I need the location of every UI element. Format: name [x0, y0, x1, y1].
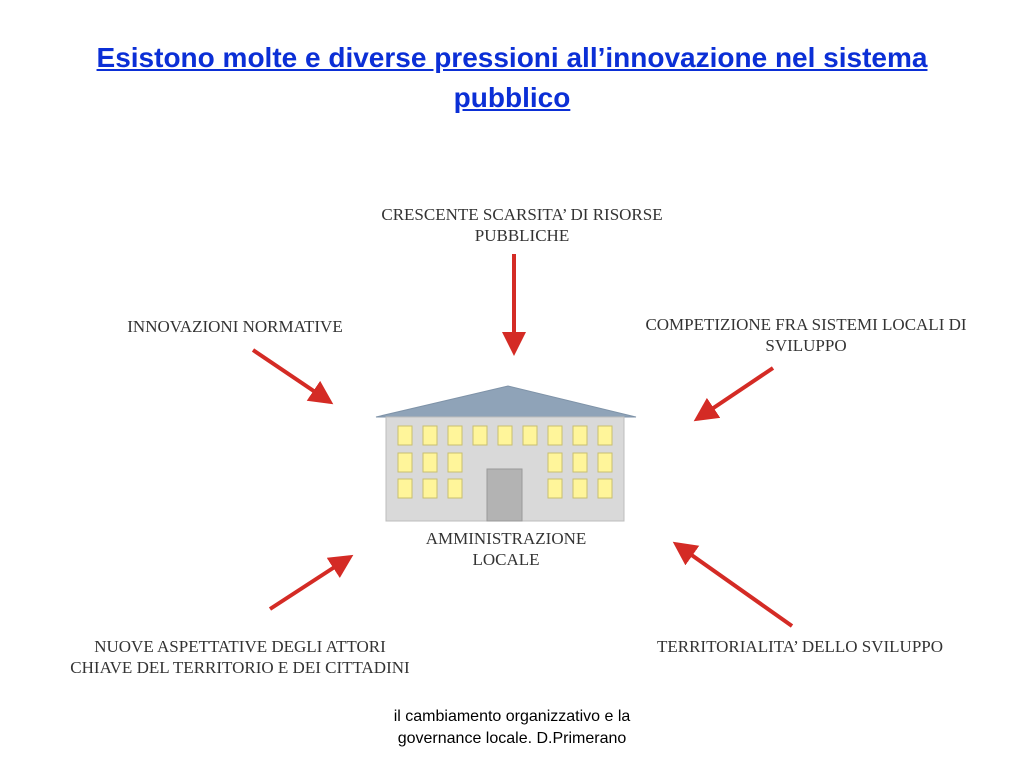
pressure-label-top-left: INNOVAZIONI NORMATIVE: [127, 317, 343, 336]
town-hall-building-icon: [376, 386, 636, 521]
door: [487, 469, 522, 521]
arrow-bottom-right: [676, 544, 792, 626]
page-title: Esistono molte e diverse pressioni all’innovazione nel sistema pubblico: [96, 42, 928, 113]
pressure-label-bottom-left: NUOVE ASPETTATIVE DEGLI ATTORI CHIAVE DEL TERRITORIO E DEI CITTADINI: [70, 637, 410, 677]
pressure-label-top-right: COMPETIZIONE FRA SISTEMI LOCALI DI SVILUPPO: [645, 315, 967, 355]
pressure-label-bottom-right: TERRITORIALITA’ DELLO SVILUPPO: [656, 637, 944, 656]
arrow-top-left: [253, 350, 330, 402]
slide-footer: il cambiamento organizzativo e la governance locale. D.Primerano: [393, 708, 631, 747]
arrow-top-right: [697, 368, 773, 419]
center-label: AMMINISTRAZIONE LOCALE: [425, 529, 587, 569]
arrow-bottom-left: [270, 557, 350, 609]
pressure-label-top: CRESCENTE SCARSITA’ DI RISORSE PUBBLICHE: [381, 205, 663, 245]
